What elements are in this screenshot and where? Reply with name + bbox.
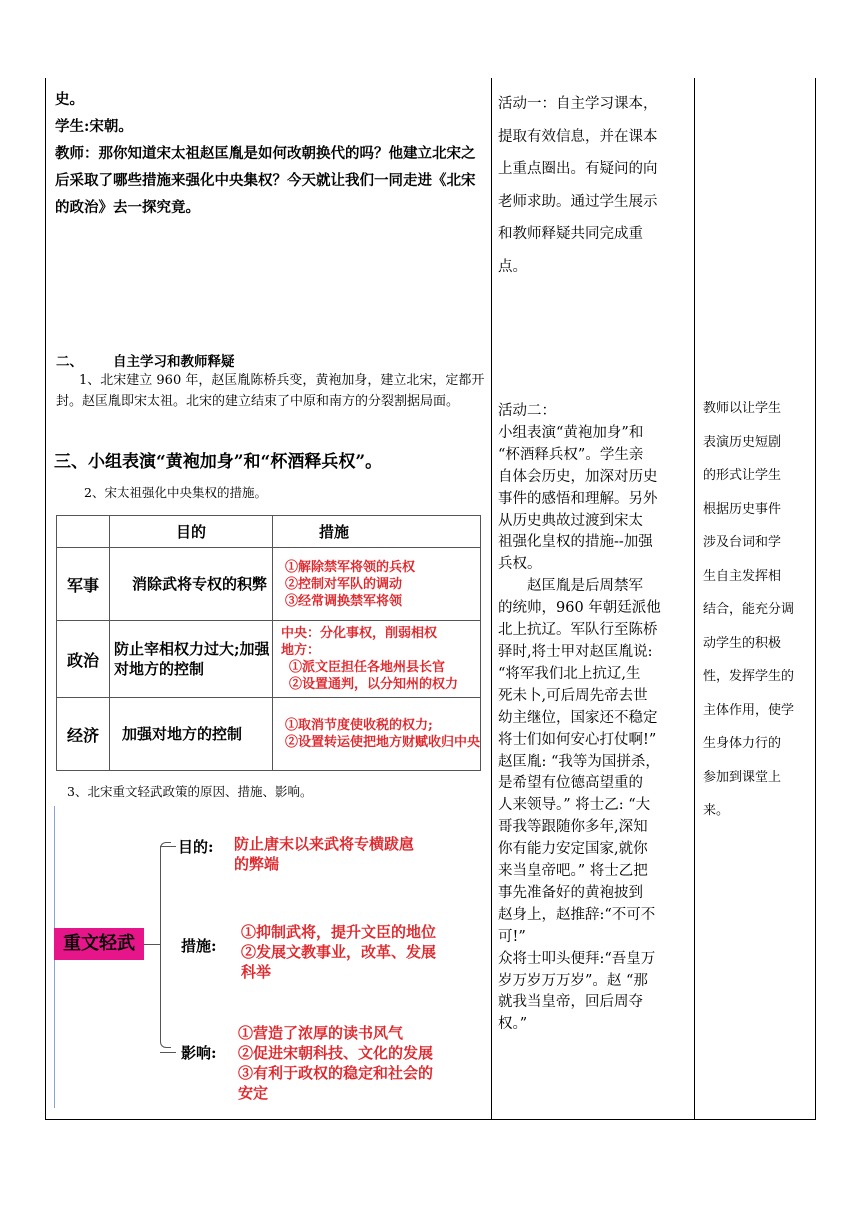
impact-line: ②促进宋朝科技、文化的发展 bbox=[238, 1044, 434, 1062]
activity-line: 哥我等跟随你多年,深知 bbox=[498, 819, 648, 836]
section2-number: 二、 bbox=[56, 354, 83, 370]
teacher-line bbox=[55, 140, 485, 221]
note-line: 根据历史事件 bbox=[703, 501, 782, 517]
activity-line: 将士们如何安心打仗啊!” bbox=[498, 731, 657, 748]
impact-line: ③有利于政权的稳定和社会的 bbox=[238, 1064, 434, 1082]
measures-cell bbox=[273, 548, 481, 621]
measure-item: ②设置转运使把地方财赋收归中央 bbox=[285, 735, 481, 750]
activity-line: 事件的感悟和理解。另外 bbox=[498, 490, 658, 507]
activity-line: 是希望有位德高望重的 bbox=[498, 775, 643, 792]
table-row-politics bbox=[57, 621, 481, 698]
activity-line: 幼主继位，国家还不稳定 bbox=[498, 709, 658, 726]
activity-line: 你有能力安定国家,就你 bbox=[498, 841, 648, 858]
note-line: 主体作用，使学 bbox=[703, 702, 795, 718]
student-text: :宋朝。 bbox=[84, 118, 133, 135]
activity-line: 驿时,将士甲对赵匡胤说: bbox=[498, 643, 653, 660]
activity-line: 兵权。 bbox=[498, 556, 542, 573]
activity-line: 权。” bbox=[498, 1016, 528, 1033]
header-goal: 目的 bbox=[110, 516, 273, 548]
activity-line: 就我当皇帝，回后周夺 bbox=[498, 994, 643, 1011]
measure-item: ①派文臣担任各地州县长官 bbox=[289, 660, 446, 675]
activity-line: 可!” bbox=[498, 928, 526, 945]
activity-line: 来当皇帝吧。” 将士乙把 bbox=[498, 863, 648, 880]
measure-item: ①解除禁军将领的兵权 bbox=[285, 559, 416, 575]
note-line: 涉及台词和学 bbox=[703, 535, 782, 550]
section2-title: 自主学习和教师释疑 bbox=[113, 354, 235, 370]
activity-line: 小组表演“黄袍加身”和 bbox=[498, 424, 644, 441]
section3-title: 三、小组表演“黄袍加身”和“杯酒释兵权”。 bbox=[54, 452, 383, 472]
activity-line: 自体会历史，加深对历史 bbox=[498, 468, 658, 485]
purpose-line: 的弊端 bbox=[234, 855, 280, 873]
purpose-text bbox=[234, 834, 414, 874]
impact-label: 影响: bbox=[181, 1044, 217, 1062]
table-border-right bbox=[815, 78, 816, 1120]
activity-line: 老师求助。通过学生展示 bbox=[498, 193, 658, 210]
impact-line: ①营造了浓厚的读书风气 bbox=[238, 1024, 404, 1042]
activity-line: 上重点圈出。有疑问的向 bbox=[498, 161, 658, 177]
note-line: 参加到课堂上 bbox=[703, 769, 782, 785]
measures-label: 措施: bbox=[181, 937, 217, 955]
activity-line: 活动二： bbox=[498, 403, 556, 419]
measure-item: ①取消节度使收税的权力; bbox=[285, 718, 433, 733]
activity-one bbox=[498, 88, 688, 283]
measure-item: 中央：分化事权，削弱相权 bbox=[281, 626, 438, 641]
activity-line: 死未卜,可后周先帝去世 bbox=[498, 687, 648, 704]
note-line: 来。 bbox=[703, 803, 730, 818]
activity-line: “杯酒释兵权”。学生亲 bbox=[498, 446, 644, 463]
intro-line: 史。 bbox=[55, 91, 84, 108]
design-note bbox=[703, 392, 815, 828]
activity-line: 赵身上，赵推辞:“不可不 bbox=[498, 906, 656, 923]
category-cell: 经济 bbox=[57, 698, 110, 771]
table-row-economy bbox=[57, 698, 481, 771]
column-divider-2 bbox=[694, 78, 695, 1120]
table-border-left bbox=[45, 78, 46, 1120]
student-label: 学生 bbox=[55, 118, 84, 135]
note-line: 教师以让学生 bbox=[703, 401, 782, 416]
activity-line: 赵匡胤是后周禁军 bbox=[498, 578, 643, 595]
measures-cell bbox=[273, 621, 481, 698]
measure-item: 地方： bbox=[281, 643, 321, 658]
measures-cell bbox=[273, 698, 481, 771]
measure-item: ③经常调换禁军将领 bbox=[285, 593, 403, 609]
activity-line: 事先准备好的黄袍披到 bbox=[498, 884, 643, 901]
note-line: 性，发挥学生的 bbox=[703, 669, 795, 684]
goal-cell: 加强对地方的控制 bbox=[110, 698, 273, 771]
diagram-connector bbox=[144, 944, 160, 945]
activity-line: 祖强化皇权的措施--加强 bbox=[498, 534, 653, 551]
note-line: 动学生的积极 bbox=[703, 635, 782, 651]
activity-line: 点。 bbox=[498, 258, 527, 275]
teacher-label: 教师 bbox=[55, 145, 84, 162]
activity-line: 北上抗辽。军队行至陈桥 bbox=[498, 622, 658, 639]
table-row-military bbox=[57, 548, 481, 621]
wen-qing-wu-label: 重文轻武 bbox=[54, 928, 144, 960]
bracket-tick-purpose bbox=[160, 846, 176, 847]
note-line: 生自主发挥相 bbox=[703, 568, 782, 584]
student-line bbox=[55, 113, 485, 140]
goal-cell: 防止宰相权力过大;加强对地方的控制 bbox=[110, 621, 273, 698]
measures-line: ①抑制武将，提升文臣的地位 bbox=[241, 923, 437, 941]
purpose-line: 防止唐末以来武将专横跋扈 bbox=[234, 835, 415, 853]
category-cell: 政治 bbox=[57, 621, 110, 698]
purpose-label: 目的: bbox=[178, 838, 214, 856]
diagram-bracket bbox=[160, 842, 171, 1048]
measures-line: 科举 bbox=[241, 963, 272, 981]
measures-table bbox=[56, 515, 481, 771]
category-cell: 军事 bbox=[57, 548, 110, 621]
goal-cell: 消除武将专权的积弊 bbox=[110, 548, 273, 621]
note-line: 生身体力行的 bbox=[703, 736, 782, 751]
activity-line: 岁万岁万万岁”。赵 “那 bbox=[498, 972, 648, 989]
intro-block bbox=[55, 86, 485, 221]
header-blank bbox=[57, 516, 110, 548]
section3-item3: 3、北宋重文轻武政策的原因、措施、影响。 bbox=[67, 784, 313, 799]
bracket-tick-impact bbox=[160, 1052, 176, 1053]
measure-item: ②控制对军队的调动 bbox=[285, 576, 403, 592]
impact-text bbox=[238, 1023, 433, 1103]
note-line: 结合，能充分调 bbox=[703, 602, 795, 617]
measures-line: ②发展文教事业，改革、发展 bbox=[241, 943, 437, 961]
header-measures: 措施 bbox=[273, 516, 481, 548]
note-line: 表演历史短剧 bbox=[703, 434, 782, 450]
column-divider-1 bbox=[491, 78, 492, 1120]
teacher-text: ：那你知道宋太祖赵匡胤是如何改朝换代的吗？他建立北宋之后采取了哪些措施来强化中央集权？今天就让我们一同走进《北宋的政治》去一探究竟。 bbox=[55, 145, 476, 216]
activity-line: 活动一：自主学习课本， bbox=[498, 96, 658, 112]
measures-table-header bbox=[57, 516, 481, 548]
activity-line: 和教师释疑共同完成重 bbox=[498, 226, 643, 242]
activity-line: 赵匡胤: “我等为国拼杀， bbox=[498, 753, 660, 770]
section2-heading bbox=[56, 350, 235, 370]
activity-line: 人来领导。” 将士乙: “大 bbox=[498, 797, 651, 814]
activity-line: “将军我们北上抗辽,生 bbox=[498, 665, 641, 682]
section3-item2: 2、宋太祖强化中央集权的措施。 bbox=[84, 485, 267, 500]
note-line: 的形式让学生 bbox=[703, 468, 782, 483]
activity-line: 从历史典故过渡到宋太 bbox=[498, 512, 643, 529]
impact-line: 安定 bbox=[238, 1084, 269, 1102]
activity-line: 众将士叩头便拜:“吾皇万 bbox=[498, 950, 656, 967]
section2-paragraph: 1、北宋建立 960 年，赵匡胤陈桥兵变，黄袍加身，建立北宋，定都开封。赵匡胤即宋太祖。北宋的建立结束了中原和南方的分裂割据局面。 bbox=[56, 373, 485, 409]
measures-text bbox=[241, 922, 436, 982]
activity-two bbox=[498, 401, 688, 1036]
table-border-bottom bbox=[45, 1119, 816, 1120]
activity-line: 的统帅，960 年朝廷派他 bbox=[498, 600, 661, 617]
measure-item: ②设置通判，以分知州的权力 bbox=[289, 677, 459, 692]
activity-line: 提取有效信息，并在课本 bbox=[498, 128, 658, 145]
